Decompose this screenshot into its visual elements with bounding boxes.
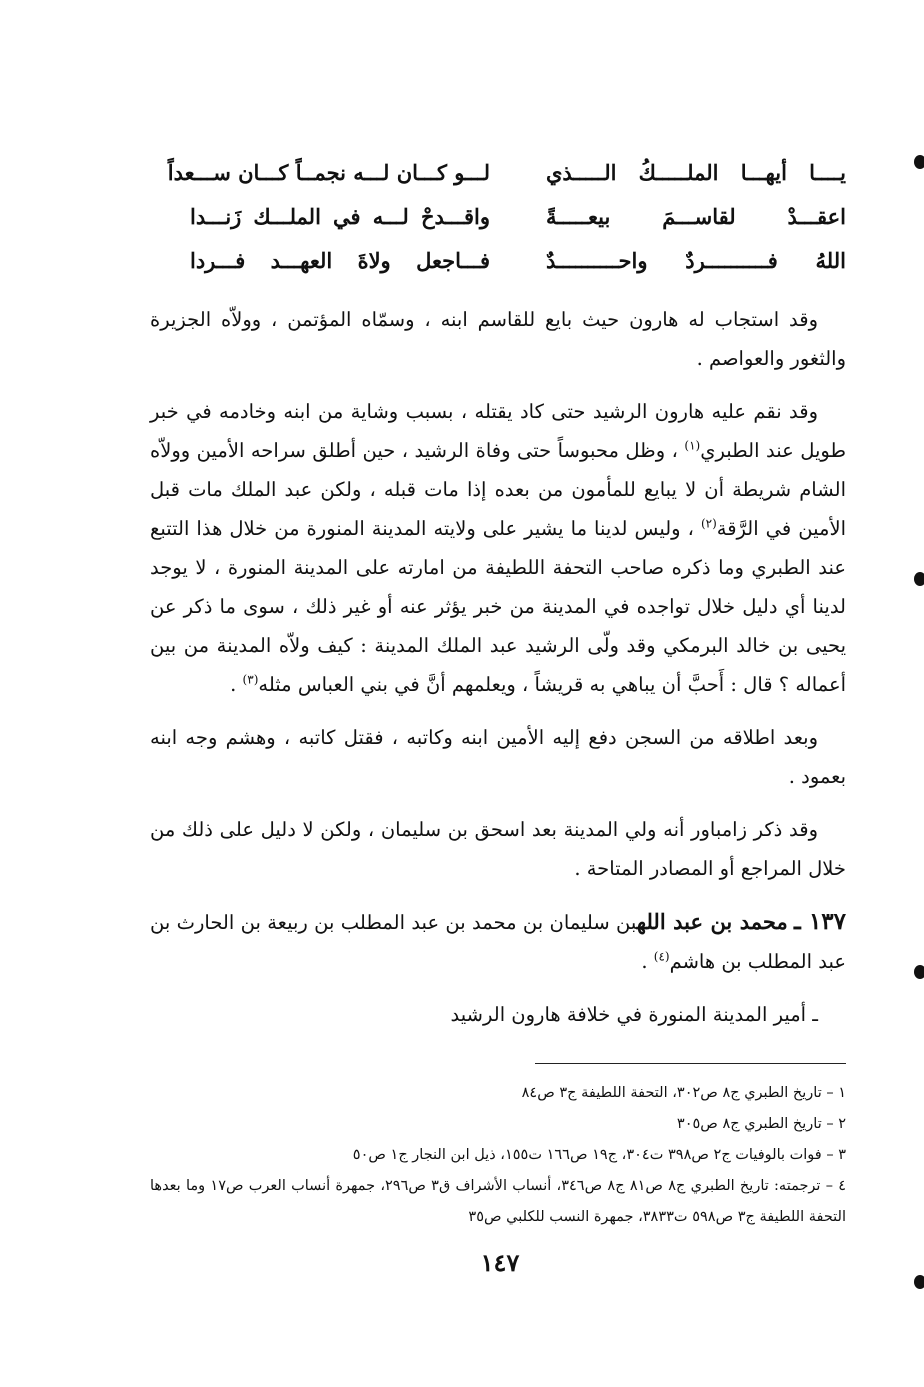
paragraph-text: . — [230, 673, 243, 696]
footnote-ref[interactable]: (١) — [684, 438, 701, 453]
footnote: ١ – تاريخ الطبري ج٨ ص٣٠٢، التحفة اللطيفة ج٣ ص٨٤ — [521, 1085, 846, 1101]
footnote: ٤ – ترجمته: تاريخ الطبري ج٨ ص٨١ ج٨ ص٣٤٦، أنساب الأشراف ق٣ ص٢٩٦، جمهرة أنساب العرب ص١٧ وما بعدها التحفة اللطيفة ج٣ ص٥٩٨ ت٣٨٣٣، جمهرة النسب للكلبي ص٣٥ — [150, 1178, 847, 1225]
footnote-ref[interactable]: (٣) — [242, 672, 259, 687]
main-text — [150, 300, 846, 1048]
footnote: ٣ – فوات بالوفيات ج٢ ص٣٩٨ ت٣٠٤، ج١٩ ص١٦٦ ت١٥٥، ذيل ابن النجار ج١ ص٥٠ — [352, 1147, 846, 1163]
paragraph: وقد ذكر زامباور أنه ولي المدينة بعد اسحق بن سليمان ، ولكن لا دليل على ذلك من خلال المراجع أو المصادر المتاحة . — [150, 818, 846, 880]
entry-lineage: بن سليمان بن محمد بن عبد المطلب بن ربيعة بن الحارث بن عبد المطلب بن هاشم — [150, 911, 846, 973]
poem-verse — [190, 238, 846, 282]
binding-dot — [914, 572, 924, 586]
entry-end: . — [641, 950, 654, 973]
verse-first-hemistich: يــــا أيهـــا الملـــــكُ الـــــذي — [546, 159, 846, 185]
verse-second-hemistich: واقـــدحْ لـــه في الملـــك زَنـــدا — [190, 203, 490, 229]
paragraph-text: وقد نقم عليه هارون الرشيد حتى كاد يقتله ، بسبب وشاية من ابنه وخادمه في خبر طويل عند الطبري — [150, 400, 846, 462]
biography-entry — [150, 902, 846, 981]
paragraph-text: ، وظل محبوساً حتى وفاة الرشيد ، حين أطلق سراحه الأمين وولاّه الشام شريطة أن لا يبايع للمأمون من بعده إذا مات قبله ، ولكن عبد الملك مات قبل الأمين في الرَّقة — [150, 439, 846, 540]
binding-dot — [914, 965, 924, 979]
footnote-ref[interactable]: (٢) — [700, 516, 717, 531]
entry-subtitle: ـ أمير المدينة المنورة في خلافة هارون الرشيد — [450, 1003, 818, 1026]
paragraph: وبعد اطلاقه من السجن دفع إليه الأمين ابنه وكاتبه ، فقتل كاتبه ، وهشم وجه ابنه بعمود . — [150, 726, 846, 788]
page-number: ١٤٧ — [480, 1248, 520, 1277]
footnotes — [150, 1078, 846, 1233]
verse-second-hemistich: لـــو كـــان لـــه نجمــاً كـــان ســـعداً — [167, 159, 490, 185]
footnote: ٢ – تاريخ الطبري ج٨ ص٣٠٥ — [676, 1116, 846, 1132]
footnote-divider — [535, 1063, 846, 1064]
entry-name: محمد بن عبد الله — [636, 909, 788, 934]
binding-dot — [914, 155, 924, 169]
verse-second-hemistich: فـــاجعل ولاةَ العهـــد فـــردا — [190, 247, 490, 273]
paragraph-text: ، وليس لدينا ما يشير على ولايته المدينة المنورة من خلال هذا التتبع عند الطبري وما ذكره صاحب التحفة اللطيفة من امارته على المدينة المنورة ، لا يوجد لدينا أي دليل خلال تواجده في المدينة من خبر يؤثر عنه أو غير ذلك ، سوى ما ذكر عن يحيى بن خالد البرمكي وقد ولّى الرشيد عبد الملك المدينة : كيف ولاّه المدينة من بين أعماله ؟ قال : أَحبَّ أن يباهي به قريشاً ، ويعلمهم أنَّ في بني العباس مثله — [150, 517, 846, 696]
entry-number: ١٣٧ ـ — [794, 908, 846, 935]
paragraph — [150, 392, 846, 704]
poem-verses — [167, 150, 846, 282]
binding-dot — [914, 1275, 924, 1289]
verse-first-hemistich: اعقـــدْ لقاســـمَ بيعـــــةً — [546, 203, 846, 229]
footnote-ref[interactable]: (٤) — [653, 949, 670, 964]
poem-verse — [167, 150, 846, 194]
paragraph: وقد استجاب له هارون حيث بايع للقاسم ابنه ، وسمّاه المؤتمن ، وولاّه الجزيرة والثغور والعواصم . — [150, 308, 846, 370]
verse-first-hemistich: اللهُ فــــــــــردٌ واحــــــــــدٌ — [546, 247, 846, 273]
poem-verse — [190, 194, 846, 238]
